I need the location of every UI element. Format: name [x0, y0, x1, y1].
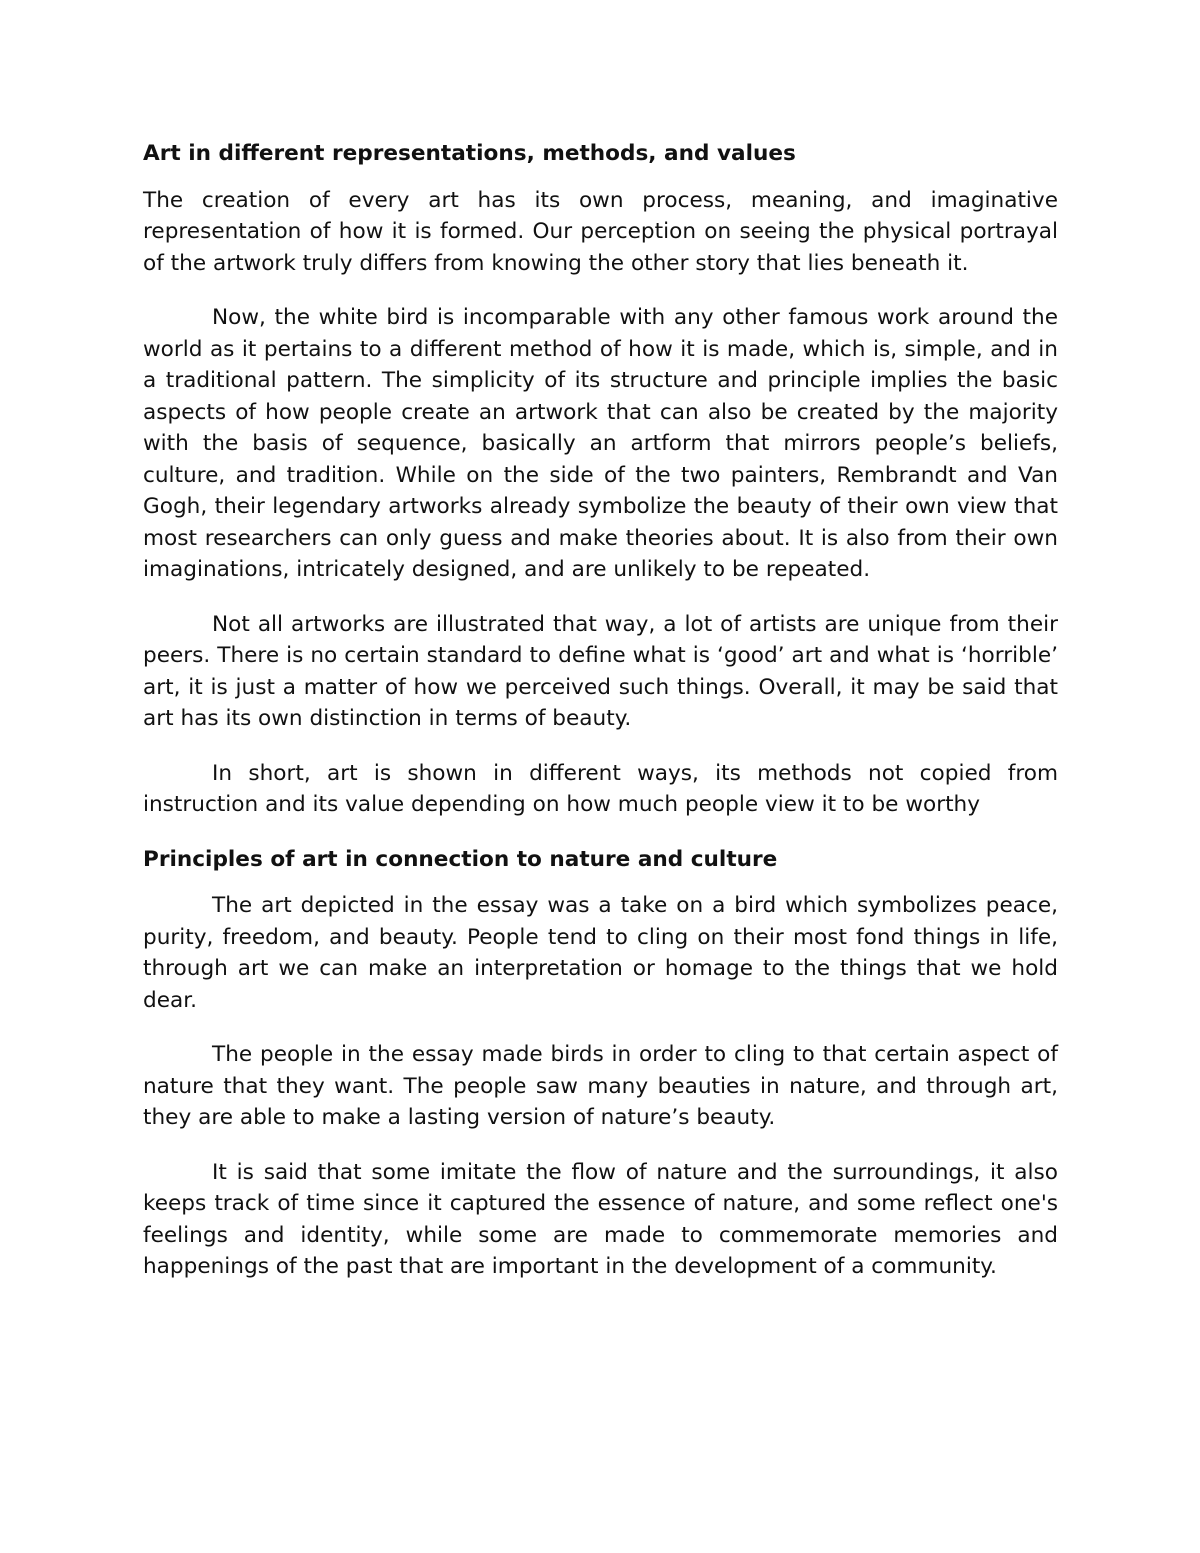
paragraph: It is said that some imitate the flow of nature and the surroundings, it also keeps track of time since it captured the essence of nature, and some reflect one's feelings and identity, while some are made to commemorate memories and happenings of the past that are important in the development of a community.: [143, 1159, 1058, 1279]
paragraph: The people in the essay made birds in order to cling to that certain aspect of nature that they want. The people saw many beauties in nature, and through art, they are able to make a lasting version of nature’s beauty.: [143, 1042, 1058, 1130]
section-art-representations: [143, 138, 1058, 821]
section-principles-of-art: [143, 844, 1058, 1283]
paragraph: Not all artworks are illustrated that way, a lot of artists are unique from their peers. There is no certain standard to define what is ‘good’ art and what is ‘horrible’ art, it is just a matter of how we perceived such things. Overall, it may be said that art has its own distinction in terms of beauty.: [143, 611, 1058, 731]
paragraph: The creation of every art has its own process, meaning, and imaginative representation of how it is formed. Our perception on seeing the physical portrayal of the artwork truly differs from knowing the other story that lies beneath it.: [143, 187, 1058, 276]
section-heading: Principles of art in connection to nature and culture: [143, 846, 778, 872]
paragraph: The art depicted in the essay was a take on a bird which symbolizes peace, purity, freedom, and beauty. People tend to cling on their most fond things in life, through art we can make an interpretation or homage to the things that we hold dear.: [143, 893, 1058, 1013]
document-page: [143, 138, 1058, 1306]
paragraph: In short, art is shown in different ways, its methods not copied from instruction and its value depending on how much people view it to be worthy: [143, 760, 1058, 817]
paragraph: Now, the white bird is incomparable with any other famous work around the world as it pertains to a different method of how it is made, which is, simple, and in a traditional pattern. The simplicity of its structure and principle implies the basic aspects of how people create an artwork that can also be created by the majority with the basis of sequence, basically an artform that mirrors people’s beliefs, culture, and tradition. While on the side of the two painters, Rembrandt and Van Gogh, their legendary artworks already symbolize the beauty of their own view that most researchers can only guess and make theories about. It is also from their own imaginations, intricately designed, and are unlikely to be repeated.: [143, 305, 1058, 582]
section-heading: Art in different representations, methods, and values: [143, 141, 796, 166]
